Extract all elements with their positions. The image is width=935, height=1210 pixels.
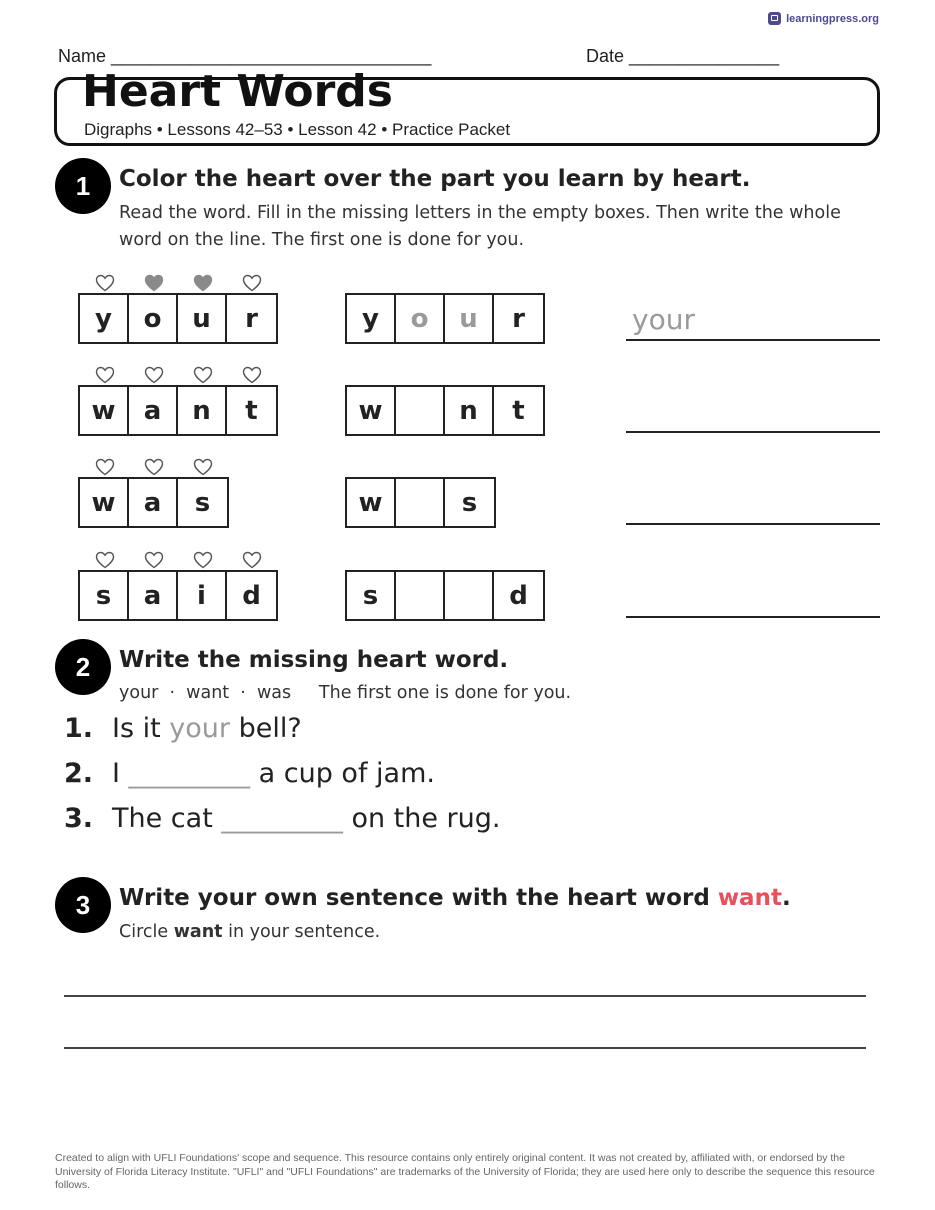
heart-row <box>80 458 227 476</box>
heart-outline-icon[interactable] <box>129 551 178 569</box>
section-3-instr-text: Circle <box>119 922 174 942</box>
letter-box: u <box>445 295 494 342</box>
heart-row <box>80 551 276 569</box>
letter-box: s <box>80 572 129 619</box>
letter-box: o <box>396 295 445 342</box>
sentence-number: 2. <box>64 758 94 789</box>
empty-letter-box[interactable] <box>445 572 494 619</box>
answer-line[interactable] <box>626 487 880 525</box>
section-1-instructions: Read the word. Fill in the missing letters in the empty boxes. Then write the whole word on the line. The first one is done for you. <box>119 203 841 250</box>
heart-outline-icon[interactable] <box>80 274 129 292</box>
section-1-number: 1 <box>55 158 111 214</box>
heart-outline-icon[interactable] <box>80 458 129 476</box>
missing-letter-boxes <box>345 293 545 344</box>
sentence-text: Is it <box>112 713 170 744</box>
heart-outline-icon[interactable] <box>80 551 129 569</box>
letter-box: t <box>245 395 258 426</box>
letter-box: s <box>347 572 396 619</box>
sentence-text: on the rug. <box>342 803 501 834</box>
missing-letter-boxes <box>345 385 545 436</box>
sentence-text: a cup of jam. <box>250 758 435 789</box>
letter-box: s <box>194 487 211 518</box>
word-boxes <box>78 385 278 436</box>
brand-logo-icon <box>768 12 781 25</box>
answer-line[interactable] <box>626 580 880 618</box>
sentence-blank[interactable]: _________ <box>221 803 343 834</box>
section-3-number: 3 <box>55 877 111 933</box>
sentence-item <box>64 713 302 744</box>
footer-disclaimer: Created to align with UFLI Foundations' scope and sequence. This resource contains only entirely original content. It was not created by, affiliated with, or endorsed by the University of Florida Literacy Institute. "UFLI" and "UFLI Foundations" are trademarks of the University of Florida; they are used here only to describe the sequence this resource follows. <box>55 1152 875 1191</box>
letter-box: u <box>178 295 227 342</box>
answer-line[interactable] <box>626 395 880 433</box>
section-3-title-text: Write your own sentence with the heart word <box>119 885 718 911</box>
section-3-title-end: . <box>781 885 791 911</box>
sentence-item <box>64 758 435 789</box>
empty-letter-box[interactable] <box>396 479 445 526</box>
letter-box: y <box>80 295 129 342</box>
letter-box: w <box>347 479 396 526</box>
sentence-item <box>64 803 500 834</box>
name-field[interactable]: Name ________________________________ <box>58 46 432 66</box>
sentence-number: 1. <box>64 713 94 744</box>
letter-box: a <box>129 572 178 619</box>
letter-box: n <box>445 387 494 434</box>
word-boxes <box>78 477 229 528</box>
letter-box: o <box>129 295 178 342</box>
word-boxes <box>78 293 278 344</box>
heart-outline-icon[interactable] <box>178 366 227 384</box>
sentence-number: 3. <box>64 803 94 834</box>
heart-filled-icon[interactable] <box>129 274 178 292</box>
heart-outline-icon[interactable] <box>178 551 227 569</box>
writing-line[interactable] <box>64 1047 866 1049</box>
missing-letter-boxes <box>345 570 545 621</box>
missing-letter-boxes <box>345 477 496 528</box>
letter-box: r <box>512 303 525 334</box>
letter-box: w <box>80 387 129 434</box>
letter-box: s <box>461 487 478 518</box>
section-3-instr-word: want <box>173 922 223 942</box>
word-boxes <box>78 570 278 621</box>
letter-box: n <box>178 387 227 434</box>
section-2-title: Write the missing heart word. <box>119 647 509 673</box>
heart-outline-icon[interactable] <box>227 274 276 292</box>
letter-box: a <box>129 479 178 526</box>
letter-box: i <box>178 572 227 619</box>
date-field[interactable]: Date _______________ <box>586 46 780 66</box>
section-2-number: 2 <box>55 639 111 695</box>
heart-outline-icon[interactable] <box>129 458 178 476</box>
heart-outline-icon[interactable] <box>178 458 227 476</box>
letter-box: t <box>512 395 525 426</box>
sentence-blank[interactable]: _________ <box>128 758 251 789</box>
letter-box: y <box>347 295 396 342</box>
answer-line[interactable]: your <box>626 303 880 341</box>
heart-outline-icon[interactable] <box>227 551 276 569</box>
section-3-instructions <box>119 919 380 946</box>
heart-outline-icon[interactable] <box>80 366 129 384</box>
page-subtitle: Digraphs • Lessons 42–53 • Lesson 42 • Practice Packet <box>84 120 511 139</box>
heart-outline-icon[interactable] <box>227 366 276 384</box>
empty-letter-box[interactable] <box>396 387 445 434</box>
sentence-text: I <box>112 758 129 789</box>
letter-box: a <box>129 387 178 434</box>
heart-word-highlight: want <box>717 885 782 911</box>
sentence-text: bell? <box>230 713 302 744</box>
letter-box: w <box>347 387 396 434</box>
heart-filled-icon[interactable] <box>178 274 227 292</box>
empty-letter-box[interactable] <box>396 572 445 619</box>
heart-outline-icon[interactable] <box>129 366 178 384</box>
section-3-instr-end: in your sentence. <box>222 922 381 942</box>
page-title: Heart Words <box>82 66 393 117</box>
word-bank: your · want · was The first one is done for you. <box>119 683 572 703</box>
letter-box: d <box>509 580 528 611</box>
sentence-blank[interactable]: your <box>169 713 231 744</box>
brand-link[interactable] <box>768 12 879 25</box>
writing-line[interactable] <box>64 995 866 997</box>
letter-box: r <box>245 303 258 334</box>
section-3-title <box>119 885 791 911</box>
letter-box: w <box>80 479 129 526</box>
letter-box: d <box>242 580 261 611</box>
section-1-title: Color the heart over the part you learn by heart. <box>119 166 751 192</box>
heart-row <box>80 274 276 292</box>
heart-row <box>80 366 276 384</box>
brand-text: learningpress.org <box>786 12 879 25</box>
sentence-text: The cat <box>112 803 222 834</box>
